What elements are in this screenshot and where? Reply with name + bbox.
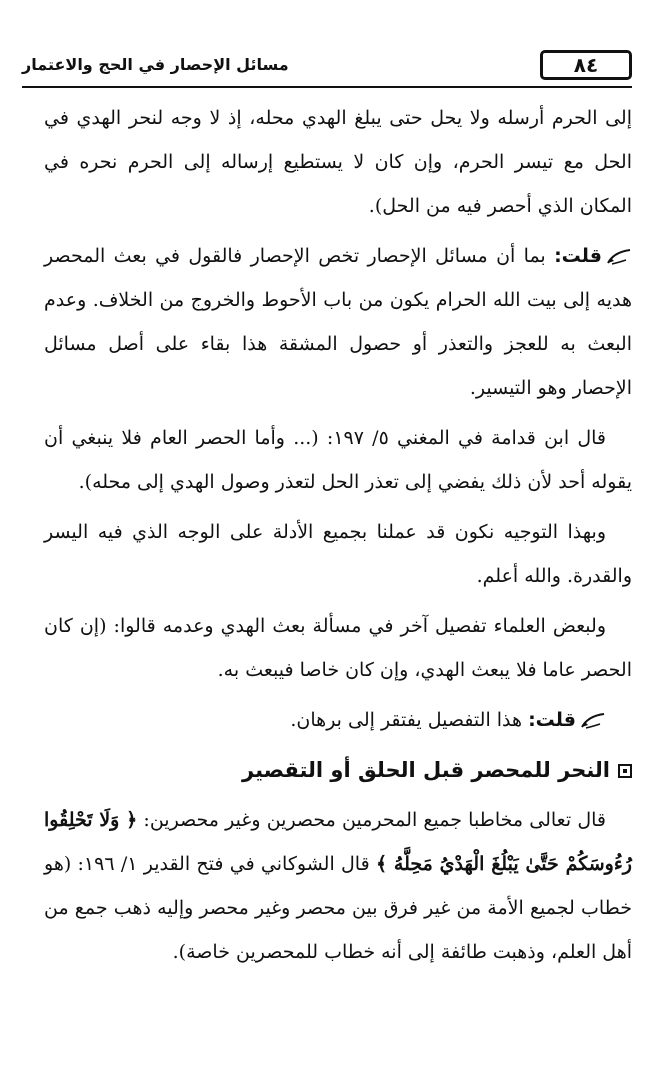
section-after-verse: قال الشوكاني في فتح القدير ١/ ١٩٦: (هو خطاب لجميع الأمة من غير فرق بين محصر وغير محصر وإليه ذهب جمع من أهل العلم، وذهبت طائفة إلى أنه خطاب للمحصرين خاصة). — [44, 853, 632, 963]
paragraph-2-text: بما أن مسائل الإحصار تخص الإحصار فالقول في بعث المحصر هديه إلى بيت الله الحرام يكون من باب الأحوط والخروج من الخلاف. وعدم البعث به للعجز والتعذر أو حصول المشقة هذا بقاء على أصل مسائل الإحصار وهو التيسير. — [44, 245, 632, 399]
quran-verse: ﴿ وَلَا تَحْلِقُوا رُءُوسَكُمْ حَتَّىٰ يَبْلُغَ الْهَدْيُ مَحِلَّهُ ﴾ — [44, 809, 632, 875]
paragraph-5-text: ولبعض العلماء تفصيل آخر في مسألة بعث الهدي وعدمه قالوا: (إن كان الحصر عاما فلا يبعث الهدي، وإن كان خاصا فيبعث به. — [44, 615, 632, 681]
paragraph-4-text: وبهذا التوجيه نكون قد عملنا بجميع الأدلة على الوجه الذي فيه اليسر والقدرة. والله أعلم. — [44, 521, 632, 587]
paragraph-2 — [44, 234, 632, 410]
page-header — [22, 50, 632, 84]
body-text — [44, 96, 632, 980]
section-heading-text: النحر للمحصر قبل الحلق أو التقصير — [242, 758, 610, 782]
paragraph-5 — [44, 604, 632, 692]
pen-icon — [606, 248, 632, 266]
paragraph-1-text: إلى الحرم أرسله ولا يحل حتى يبلغ الهدي محله، إذ لا وجه لنحر الهدي في الحل مع تيسر الحرم، وإن كان لا يستطيع إرساله إلى الحرم نحره في المكان الذي أحصر فيه من الحل). — [44, 107, 632, 217]
section-heading — [44, 748, 632, 792]
header-rule — [22, 86, 632, 88]
paragraph-7 — [44, 798, 632, 974]
running-title: مسائل الإحصار في الحج والاعتمار — [22, 55, 289, 74]
paragraph-3-text: قال ابن قدامة في المغني ٥/ ١٩٧: (... وأما الحصر العام فلا ينبغي أن يقوله أحد لأن ذلك يفضي إلى تعذر الحل لتعذر وصول الهدي إلى محله). — [44, 427, 632, 493]
square-bullet-icon — [618, 764, 632, 778]
note-label: قلت: — [554, 245, 602, 267]
paragraph-6 — [44, 698, 632, 742]
paragraph-4 — [44, 510, 632, 598]
note-label: قلت: — [528, 709, 576, 731]
paragraph-1 — [44, 96, 632, 228]
pen-icon — [580, 712, 606, 730]
section-intro: قال تعالى مخاطبا جميع المحرمين محصرين وغير محصرين: — [137, 809, 606, 831]
page-number: ٨٤ — [540, 50, 632, 80]
paragraph-3 — [44, 416, 632, 504]
paragraph-6-text: هذا التفصيل يفتقر إلى برهان. — [290, 709, 529, 731]
